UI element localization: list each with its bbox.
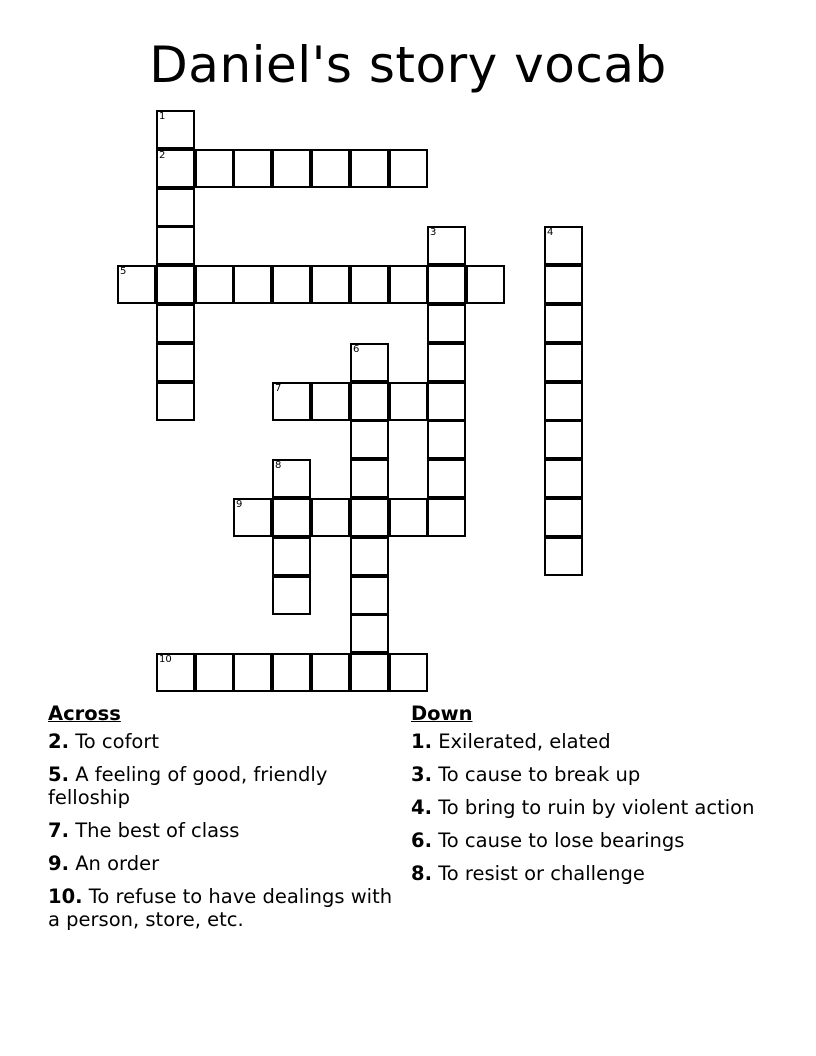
down-clues [411,702,771,895]
crossword-cell[interactable] [350,614,389,653]
crossword-cell[interactable] [311,265,350,304]
across-clue: 5. A feeling of good, friendly felloship [48,763,328,809]
crossword-cell[interactable] [350,265,389,304]
crossword-cell[interactable] [427,498,466,537]
crossword-cell[interactable] [156,653,195,692]
crossword-cell[interactable] [272,576,311,615]
crossword-cell[interactable] [389,149,428,188]
crossword-cell[interactable] [544,498,583,537]
crossword-cell[interactable] [389,382,428,421]
crossword-cell[interactable] [350,537,389,576]
down-heading: Down [411,702,473,725]
clue-number: 7 [275,383,282,394]
clue-number: 5 [120,266,127,277]
clue-number: 6 [353,344,360,355]
crossword-cell[interactable] [117,265,156,304]
clue-number: 8 [275,460,282,471]
down-clue: 3. To cause to break up [411,763,641,786]
crossword-cell[interactable] [156,188,195,227]
crossword-cell[interactable] [427,226,466,265]
crossword-cell[interactable] [272,265,311,304]
crossword-cell[interactable] [195,149,234,188]
crossword-cell[interactable] [272,653,311,692]
crossword-cell[interactable] [544,382,583,421]
down-clue: 4. To bring to ruin by violent action [411,796,755,819]
crossword-cell[interactable] [233,653,272,692]
crossword-cell[interactable] [311,498,350,537]
crossword-cell[interactable] [389,498,428,537]
crossword-cell[interactable] [272,498,311,537]
crossword-cell[interactable] [544,343,583,382]
across-clues [48,702,398,941]
crossword-cell[interactable] [156,343,195,382]
clue-number: 4 [547,227,554,238]
across-clue: 2. To cofort [48,730,160,753]
crossword-cell[interactable] [544,459,583,498]
crossword-cell[interactable] [389,653,428,692]
crossword-cell[interactable] [427,304,466,343]
crossword-cell[interactable] [427,343,466,382]
down-clue: 6. To cause to lose bearings [411,829,685,852]
crossword-cell[interactable] [156,110,195,149]
crossword-cell[interactable] [544,265,583,304]
crossword-cell[interactable] [389,265,428,304]
crossword-cell[interactable] [156,304,195,343]
crossword-cell[interactable] [272,149,311,188]
crossword-cell[interactable] [427,265,466,304]
crossword-cell[interactable] [427,382,466,421]
crossword-cell[interactable] [195,265,234,304]
crossword-cell[interactable] [272,382,311,421]
crossword-cell[interactable] [311,382,350,421]
clue-number: 2 [159,150,166,161]
clue-number: 3 [430,227,437,238]
crossword-cell[interactable] [156,265,195,304]
down-clue: 1. Exilerated, elated [411,730,611,753]
crossword-cell[interactable] [272,537,311,576]
across-clue: 10. To refuse to have dealings with a person, store, etc. [48,885,393,931]
crossword-cell[interactable] [350,576,389,615]
crossword-cell[interactable] [350,149,389,188]
crossword-cell[interactable] [544,420,583,459]
crossword-cell[interactable] [427,420,466,459]
clue-number: 1 [159,111,166,122]
crossword-cell[interactable] [233,265,272,304]
crossword-cell[interactable] [544,537,583,576]
clue-number: 9 [236,499,243,510]
crossword-cell[interactable] [311,653,350,692]
puzzle-title: Daniel's story vocab [149,36,667,94]
across-clue: 7. The best of class [48,819,240,842]
crossword-cell[interactable] [350,498,389,537]
crossword-cell[interactable] [350,420,389,459]
crossword-cell[interactable] [156,226,195,265]
crossword-cell[interactable] [350,382,389,421]
crossword-cell[interactable] [350,343,389,382]
crossword-cell[interactable] [272,459,311,498]
crossword-cell[interactable] [466,265,505,304]
down-clue: 8. To resist or challenge [411,862,645,885]
crossword-cell[interactable] [233,149,272,188]
crossword-cell[interactable] [156,382,195,421]
crossword-cell[interactable] [544,226,583,265]
clue-number: 10 [159,654,172,665]
crossword-cell[interactable] [195,653,234,692]
crossword-cell[interactable] [233,498,272,537]
crossword-cell[interactable] [350,653,389,692]
crossword-cell[interactable] [544,304,583,343]
crossword-cell[interactable] [350,459,389,498]
across-clue: 9. An order [48,852,160,875]
across-heading: Across [48,702,121,725]
crossword-cell[interactable] [156,149,195,188]
crossword-cell[interactable] [427,459,466,498]
crossword-cell[interactable] [311,149,350,188]
